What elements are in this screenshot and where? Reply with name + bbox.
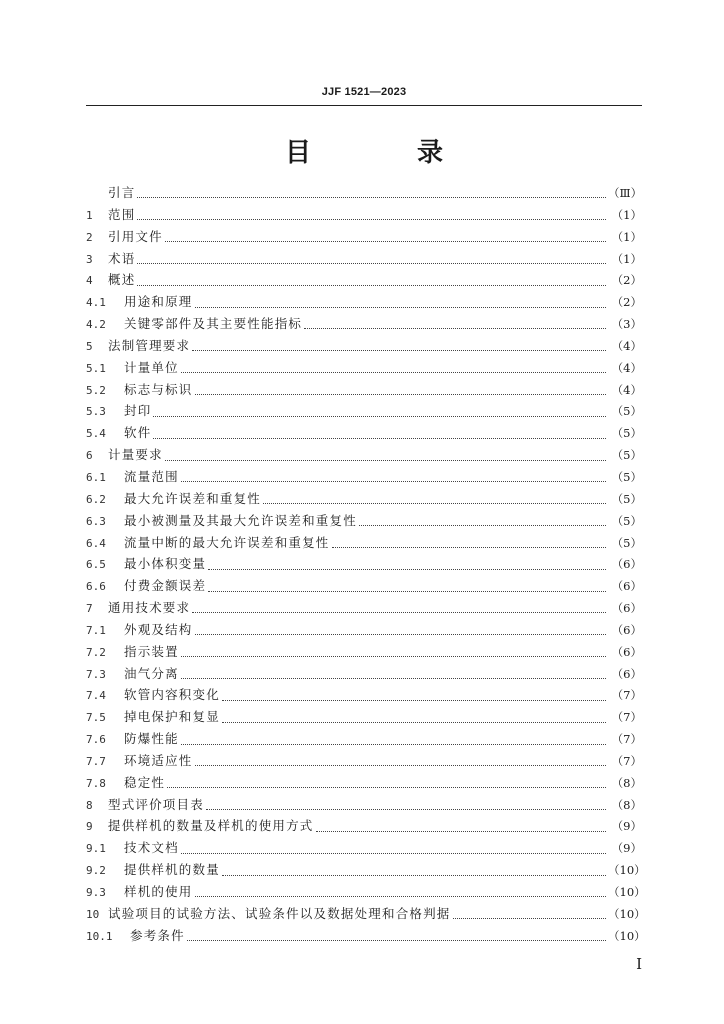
toc-entry-number: 6.3 bbox=[86, 514, 106, 528]
toc-leader-dots bbox=[153, 438, 606, 439]
toc-entry-number: 8 bbox=[86, 798, 93, 812]
toc-entry-number: 9 bbox=[86, 820, 93, 834]
toc-entry-page: （9） bbox=[611, 841, 642, 856]
toc-entry-label: 最大允许误差和重复性 bbox=[124, 490, 262, 506]
toc-entry-page: （2） bbox=[611, 295, 642, 310]
toc-leader-dots bbox=[195, 307, 606, 308]
toc-entry-page: （7） bbox=[611, 710, 642, 725]
toc-entry-label: 外观及结构 bbox=[124, 621, 193, 637]
toc-entry[interactable] bbox=[86, 751, 642, 773]
toc-entry[interactable] bbox=[86, 729, 642, 751]
toc-entry-number: 10 bbox=[86, 907, 100, 921]
toc-entry-label: 样机的使用 bbox=[124, 884, 193, 899]
toc-entry-number: 6.1 bbox=[86, 470, 106, 484]
toc-leader-dots bbox=[181, 656, 606, 657]
toc-entry-page: （1） bbox=[611, 207, 642, 222]
toc-entry-label: 用途和原理 bbox=[124, 294, 193, 310]
toc-entry-number: 5.4 bbox=[86, 427, 106, 441]
toc-leader-dots bbox=[208, 569, 606, 570]
toc-entry[interactable] bbox=[86, 838, 642, 860]
toc-leader-dots bbox=[316, 831, 606, 832]
toc-entry-number: 9.1 bbox=[86, 842, 106, 856]
toc-entry-label: 参考条件 bbox=[130, 927, 185, 943]
toc-entry[interactable] bbox=[86, 773, 642, 795]
toc-entry[interactable] bbox=[86, 664, 642, 686]
toc-leader-dots bbox=[208, 591, 606, 592]
toc-entry-label: 概述 bbox=[108, 272, 136, 288]
toc-entry-number: 7.6 bbox=[86, 733, 106, 747]
toc-entry[interactable] bbox=[86, 707, 642, 729]
toc-entry[interactable] bbox=[86, 467, 642, 489]
toc-entry-number: 9.2 bbox=[86, 864, 106, 878]
toc-leader-dots bbox=[165, 460, 606, 461]
toc-entry-page: （5） bbox=[611, 426, 642, 441]
toc-entry[interactable] bbox=[86, 183, 642, 205]
toc-entry-number: 6.2 bbox=[86, 492, 106, 506]
toc-leader-dots bbox=[181, 744, 606, 745]
toc-entry-number: 7.3 bbox=[86, 667, 106, 681]
toc-entry-number: 5.1 bbox=[86, 361, 106, 375]
toc-leader-dots bbox=[167, 787, 606, 788]
header-rule bbox=[86, 105, 642, 106]
toc-leader-dots bbox=[181, 678, 606, 679]
toc-entry-page: （1） bbox=[611, 229, 642, 244]
toc-leader-dots bbox=[222, 722, 606, 723]
toc-entry-label: 防爆性能 bbox=[124, 731, 179, 747]
toc-entry[interactable] bbox=[86, 314, 642, 336]
toc-leader-dots bbox=[165, 241, 606, 242]
toc-entry-page: （2） bbox=[611, 273, 642, 288]
toc-leader-dots bbox=[195, 765, 606, 766]
toc-entry-label: 技术文档 bbox=[124, 840, 179, 856]
toc-entry-page: （5） bbox=[611, 404, 642, 419]
toc-entry-label: 最小被测量及其最大允许误差和重复性 bbox=[124, 512, 357, 528]
toc-entry[interactable] bbox=[86, 816, 642, 838]
toc-entry-label: 指示装置 bbox=[124, 643, 179, 659]
toc-leader-dots bbox=[304, 328, 606, 329]
toc-leader-dots bbox=[137, 285, 606, 286]
toc-leader-dots bbox=[192, 350, 606, 351]
toc-entry-label: 提供样机的数量及样机的使用方式 bbox=[108, 818, 314, 834]
toc-entry-number: 10.1 bbox=[86, 929, 113, 943]
toc-entry[interactable] bbox=[86, 904, 646, 926]
toc-entry[interactable] bbox=[86, 795, 642, 817]
toc-entry-label: 流量范围 bbox=[124, 468, 179, 484]
page-title: 目 录 bbox=[284, 138, 483, 168]
toc-leader-dots bbox=[359, 525, 606, 526]
toc-entry-label: 软管内容积变化 bbox=[124, 687, 220, 703]
toc-entry-label: 封印 bbox=[124, 403, 152, 419]
toc-entry-label: 稳定性 bbox=[124, 774, 166, 790]
toc-entry-page: （5） bbox=[611, 448, 642, 463]
toc-entry[interactable] bbox=[86, 598, 642, 620]
toc-entry[interactable] bbox=[86, 511, 642, 533]
toc-entry-number: 5.2 bbox=[86, 383, 106, 397]
toc-entry[interactable] bbox=[86, 554, 642, 576]
toc-leader-dots bbox=[137, 219, 606, 220]
toc-entry-page: （10） bbox=[608, 863, 646, 878]
toc-entry-label: 法制管理要求 bbox=[108, 337, 191, 353]
toc-entry-number: 6.4 bbox=[86, 536, 106, 550]
toc-entry-page: （6） bbox=[611, 666, 642, 681]
toc-entry-label: 试验项目的试验方法、试验条件以及数据处理和合格判据 bbox=[108, 905, 451, 921]
toc-entry[interactable] bbox=[86, 270, 642, 292]
toc-entry-label: 流量中断的最大允许误差和重复性 bbox=[124, 534, 330, 550]
toc-leader-dots bbox=[181, 853, 606, 854]
toc-entry[interactable] bbox=[86, 685, 642, 707]
toc-entry-page: （6） bbox=[611, 622, 642, 637]
toc-entry[interactable] bbox=[86, 445, 642, 467]
toc-entry-number: 6 bbox=[86, 449, 93, 463]
toc-entry-label: 引言 bbox=[108, 185, 136, 200]
toc-entry-number: 7.2 bbox=[86, 645, 106, 659]
toc-leader-dots bbox=[192, 612, 606, 613]
toc-entry-page: （10） bbox=[608, 906, 646, 921]
toc-leader-dots bbox=[153, 416, 606, 417]
toc-entry[interactable] bbox=[86, 401, 642, 423]
toc-entry-number: 5.3 bbox=[86, 405, 106, 419]
toc-entry[interactable] bbox=[86, 576, 642, 598]
toc-entry-page: （5） bbox=[611, 535, 642, 550]
toc-entry-number: 7 bbox=[86, 602, 93, 616]
toc-entry-number: 4 bbox=[86, 274, 93, 288]
toc-entry-page: （7） bbox=[611, 732, 642, 747]
toc-entry-label: 标志与标识 bbox=[124, 381, 193, 397]
toc-entry-page: （3） bbox=[611, 317, 642, 332]
toc-entry[interactable] bbox=[86, 336, 642, 358]
toc-entry[interactable] bbox=[86, 292, 642, 314]
toc-entry-page: （6） bbox=[611, 557, 642, 572]
toc-entry-page: （9） bbox=[611, 819, 642, 834]
toc-entry-number: 2 bbox=[86, 230, 93, 244]
toc-entry-page: （5） bbox=[611, 513, 642, 528]
toc-leader-dots bbox=[222, 875, 606, 876]
toc-entry-page: （4） bbox=[611, 382, 642, 397]
toc-entry-page: （7） bbox=[611, 753, 642, 768]
toc-entry-label: 型式评价项目表 bbox=[108, 796, 204, 812]
toc-entry-number: 6.5 bbox=[86, 558, 106, 572]
toc-entry-label: 引用文件 bbox=[108, 228, 163, 244]
toc-leader-dots bbox=[206, 809, 606, 810]
toc-entry-number: 7.4 bbox=[86, 689, 106, 703]
toc-entry[interactable] bbox=[86, 620, 642, 642]
toc-entry-page: （Ⅲ） bbox=[608, 186, 643, 200]
toc-entry-label: 范围 bbox=[108, 206, 136, 222]
toc-entry-page: （8） bbox=[611, 775, 642, 790]
toc-entry-label: 术语 bbox=[108, 250, 136, 266]
toc-entry-page: （1） bbox=[611, 251, 642, 266]
toc-leader-dots bbox=[222, 700, 606, 701]
page-number: Ⅰ bbox=[636, 955, 642, 973]
toc-entry-page: （5） bbox=[611, 491, 642, 506]
toc-entry-number: 5 bbox=[86, 339, 93, 353]
toc-entry[interactable] bbox=[86, 489, 642, 511]
toc-entry-page: （7） bbox=[611, 688, 642, 703]
toc-entry-label: 付费金额误差 bbox=[124, 578, 207, 594]
toc-entry-page: （4） bbox=[611, 338, 642, 353]
toc-leader-dots bbox=[137, 197, 606, 198]
toc-leader-dots bbox=[263, 503, 606, 504]
toc-entry[interactable] bbox=[86, 533, 642, 555]
toc-leader-dots bbox=[195, 394, 606, 395]
toc-leader-dots bbox=[195, 896, 606, 897]
toc-entry-page: （10） bbox=[608, 885, 646, 899]
toc-entry-label: 计量要求 bbox=[108, 447, 163, 463]
toc-entry-number: 6.6 bbox=[86, 580, 106, 594]
toc-leader-dots bbox=[187, 940, 606, 941]
toc-entry-page: （6） bbox=[611, 601, 642, 616]
toc-entry-page: （6） bbox=[611, 579, 642, 594]
toc-entry-page: （4） bbox=[611, 360, 642, 375]
table-of-contents bbox=[86, 183, 646, 948]
toc-entry-number: 7.5 bbox=[86, 711, 106, 725]
toc-entry[interactable] bbox=[86, 205, 642, 227]
toc-entry-number: 4.1 bbox=[86, 296, 106, 310]
toc-entry[interactable] bbox=[86, 926, 646, 948]
toc-entry-number: 3 bbox=[86, 252, 93, 266]
toc-leader-dots bbox=[181, 372, 606, 373]
toc-entry[interactable] bbox=[86, 358, 642, 380]
toc-entry-label: 掉电保护和复显 bbox=[124, 709, 220, 725]
toc-entry[interactable] bbox=[86, 423, 642, 445]
toc-entry-label: 计量单位 bbox=[124, 359, 179, 375]
toc-entry-number: 4.2 bbox=[86, 318, 106, 332]
toc-entry-label: 油气分离 bbox=[124, 665, 179, 681]
toc-entry[interactable] bbox=[86, 227, 642, 249]
toc-entry[interactable] bbox=[86, 380, 642, 402]
toc-entry-number: 7.7 bbox=[86, 754, 106, 768]
toc-entry-label: 关键零部件及其主要性能指标 bbox=[124, 316, 303, 332]
toc-entry-label: 提供样机的数量 bbox=[124, 862, 220, 878]
toc-leader-dots bbox=[332, 547, 606, 548]
toc-entry[interactable] bbox=[86, 860, 646, 882]
toc-entry-number: 1 bbox=[86, 208, 93, 222]
document-code-header: JJF 1521—2023 bbox=[321, 86, 407, 98]
toc-entry[interactable] bbox=[86, 882, 646, 904]
toc-entry-page: （6） bbox=[611, 644, 642, 659]
toc-entry-number: 7.8 bbox=[86, 776, 106, 790]
toc-entry-page: （10） bbox=[608, 928, 646, 943]
toc-leader-dots bbox=[181, 481, 606, 482]
toc-entry-number: 9.3 bbox=[86, 886, 106, 899]
toc-entry-number: 7.1 bbox=[86, 623, 106, 637]
toc-entry[interactable] bbox=[86, 249, 642, 271]
toc-entry-label: 最小体积变量 bbox=[124, 556, 207, 572]
toc-entry-page: （5） bbox=[611, 469, 642, 484]
toc-entry-label: 通用技术要求 bbox=[108, 600, 191, 616]
toc-leader-dots bbox=[137, 263, 606, 264]
toc-entry-label: 软件 bbox=[124, 425, 152, 441]
toc-entry-page: （8） bbox=[611, 797, 642, 812]
toc-entry-label: 环境适应性 bbox=[124, 752, 193, 768]
toc-leader-dots bbox=[195, 634, 606, 635]
toc-entry[interactable] bbox=[86, 642, 642, 664]
toc-leader-dots bbox=[453, 918, 606, 919]
